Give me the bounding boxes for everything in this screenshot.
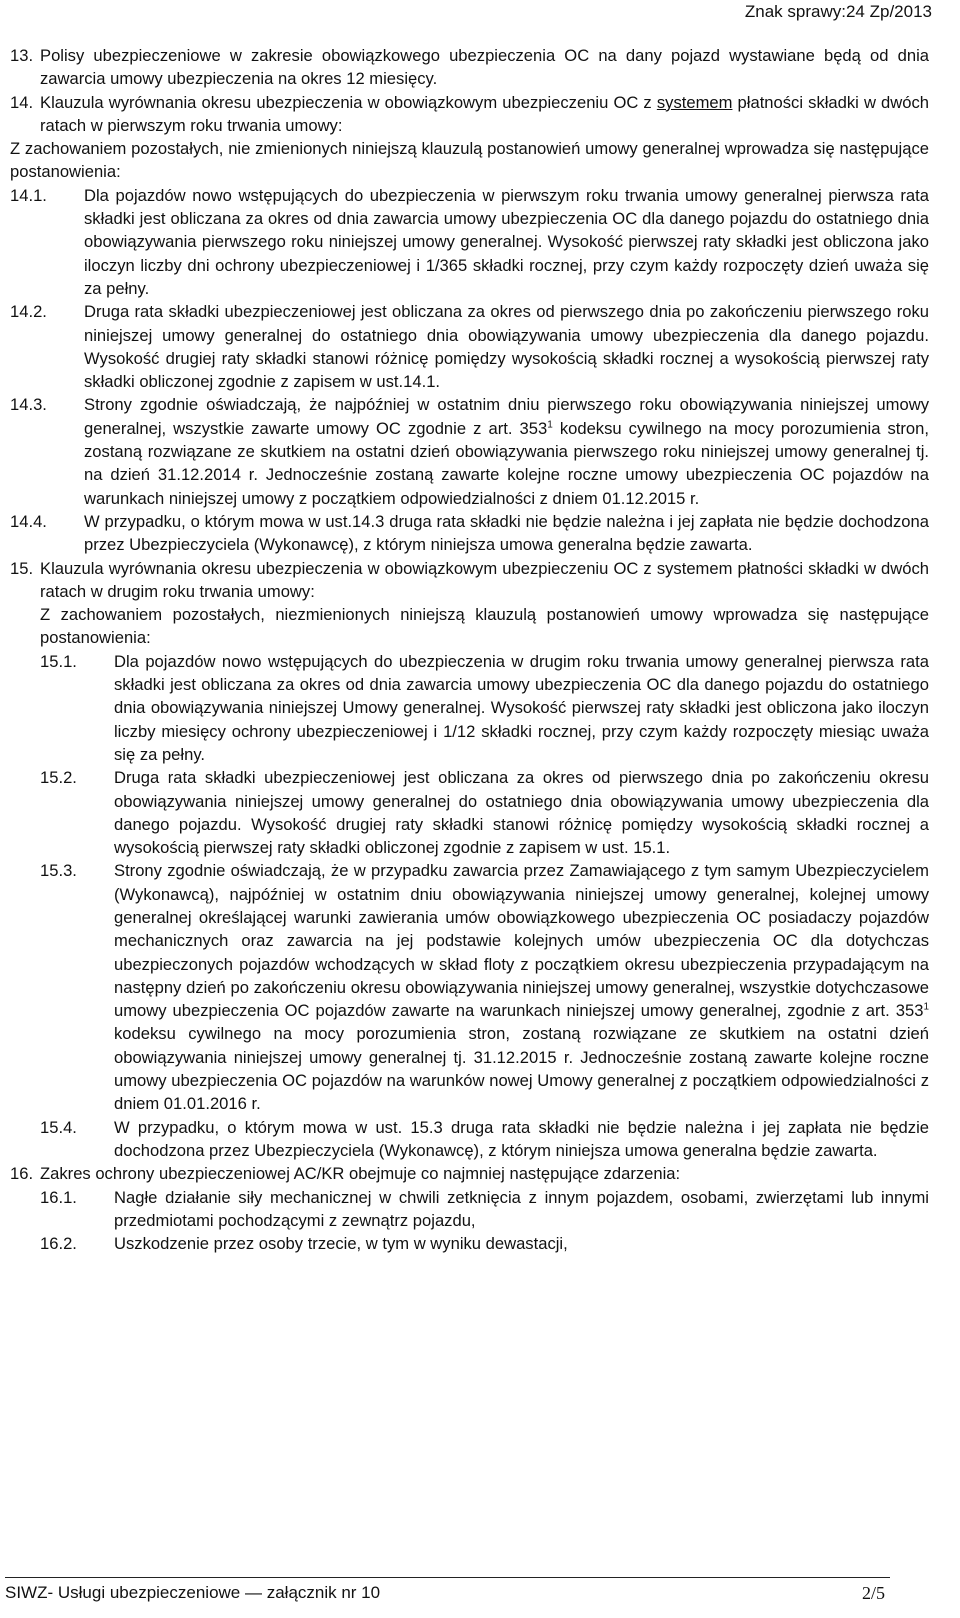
subsection-14-3 xyxy=(10,393,929,509)
subsection-text: W przypadku, o którym mowa w ust. 15.3 druga rata składki nie będzie należna i jej zapłata nie będzie dochodzona przez Ubezpieczyciela (Wykonawcę), z którym niniejsza umowa generalna będzie zawarta. xyxy=(114,1117,929,1160)
subsection-number: 14.1. xyxy=(10,185,47,205)
superscript: 1 xyxy=(547,419,553,431)
section-title: Klauzula wyrównania okresu ubezpieczenia w obowiązkowym ubezpieczeniu OC z systemem płatności składki w dwóch ratach w pierwszym roku trwania umowy: xyxy=(40,92,930,135)
document-body xyxy=(10,44,929,1255)
section-text: Polisy ubezpieczeniowe w zakresie obowiązkowego ubezpieczenia OC na dany pojazd wystawiane będą od dnia zawarcia umowy ubezpieczenia na okres 12 miesięcy. xyxy=(40,46,929,89)
subsection-number: 16.2. xyxy=(40,1234,77,1254)
subsection-text: Uszkodzenie przez osoby trzecie, w tym w wyniku dewastacji, xyxy=(114,1234,568,1254)
subsection-number: 15.2. xyxy=(40,768,77,788)
subsection-15-1 xyxy=(10,650,929,766)
section-title: Klauzula wyrównania okresu ubezpieczenia w obowiązkowym ubezpieczeniu OC z systemem płatności składki w dwóch ratach w drugim roku trwania umowy: xyxy=(40,558,929,601)
section-number: 13. xyxy=(10,46,34,65)
section-16 xyxy=(10,1162,929,1185)
subsection-15-2 xyxy=(10,766,929,859)
case-number: Znak sprawy:24 Zp/2013 xyxy=(744,2,932,21)
subsection-text: Strony zgodnie oświadczają, że najpóźniej w ostatnim dniu pierwszego roku obowiązywania niniejszej umowy generalnej, wszystkie zawarte umowy OC zgodnie z art. $353^1$ kodeksu cywilnego na mocy porozumienia stron, zostaną rozwiązane ze skutkiem na ostatni dzień obowiązywania pierwszego roku niniejszej umowy generalnej tj. na dzień 31.12.2014 r. Jednocześnie zostaną zawarte kolejne roczne umowy ubezpieczenia OC pojazdów na warunkach niniejszej umowy z początkiem odpowiedzialności z dniem 01.12.2015 r. xyxy=(84,395,929,508)
subsection-16-1 xyxy=(10,1186,929,1233)
footer-divider xyxy=(5,1577,890,1578)
section-intro: Z zachowaniem pozostałych, nie zmienionych niniejszą klauzulą postanowień umowy generalnej wprowadza się następujące postanowienia: xyxy=(10,139,929,182)
section-number: 15. xyxy=(10,558,34,578)
subsection-number: 14.3. xyxy=(10,395,47,415)
subsection-15-4 xyxy=(10,1116,929,1163)
subsection-number: 15.1. xyxy=(40,651,77,671)
subsection-15-3 xyxy=(10,859,929,1115)
footer-document-title: SIWZ- Usługi ubezpieczeniowe — załącznik nr 10 xyxy=(5,1583,381,1602)
subsection-text: Druga rata składki ubezpieczeniowej jest obliczana za okres od pierwszego dnia po zakończeniu pierwszego roku niniejszej umowy generalnej do ostatniego dnia obowiązywania umowy ubezpieczenia dla danego pojazdu. Wysokość drugiej raty składki stanowi różnicę pomiędzy wysokością składki rocznej a wysokością pierwszej raty składki obliczonej zgodnie z zapisem w ust.14.1. xyxy=(84,302,929,392)
subsection-text: W przypadku, o którym mowa w ust.14.3 druga rata składki nie będzie należna i jej zapłata nie będzie dochodzona przez Ubezpieczyciela (Wykonawcę), z którym niniejsza umowa generalna będzie zawarta. xyxy=(84,511,929,555)
subsection-text: Nagłe działanie siły mechanicznej w chwili zetknięcia z innym pojazdem, osobami, zwierzętami lub innymi przedmiotami pochodzącymi z zewnątrz pojazdu, xyxy=(114,1187,929,1230)
subsection-text: Strony zgodnie oświadczają, że w przypadku zawarcia przez Zamawiającego z tym samym Ubezpieczycielem (Wykonawcą), najpóźniej w ostatnim dniu obowiązywania niniejszej umowy generalnej, kolejnej umowy generalnej określającej warunki zawierania umów obowiązkowego ubezpieczenia OC posiadaczy pojazdów mechanicznych oraz zawarcia na jej podstawie kolejnych umów ubezpieczenia OC dla dotychczas ubezpieczonych pojazdów wchodzących w skład floty z początkiem okresu ubezpieczenia przypadającym na następny dzień po zakończeniu okresu obowiązywania niniejszej umowy generalnej, wszystkie dotychczasowe umowy ubezpieczenia OC pojazdów zawarte na warunkach niniejszej umowy generalnej, zgodnie z art. $353^1$ kodeksu cywilnego na mocy porozumienia stron, zostaną rozwiązane ze skutkiem na ostatni dzień obowiązywania niniejszej umowy generalnej tj. 31.12.2015 r. Jednocześnie zostaną zawarte kolejne roczne umowy ubezpieczenia OC pojazdów na warunków nowej Umowy generalnej z początkiem odpowiedzialności z dniem 01.01.2016 r. xyxy=(114,861,929,1114)
page-number: 2/5 xyxy=(861,1583,885,1603)
section-title: Zakres ochrony ubezpieczeniowej AC/KR obejmuje co najmniej następujące zdarzenia: xyxy=(40,1164,681,1184)
section-14 xyxy=(10,91,929,138)
subsection-number: 14.2. xyxy=(10,302,47,322)
underlined-word: systemem xyxy=(656,92,733,112)
section-13 xyxy=(10,44,929,91)
subsection-number: 15.4. xyxy=(40,1117,77,1137)
subsection-14-2 xyxy=(10,300,929,393)
subsection-number: 16.1. xyxy=(40,1187,77,1207)
subsection-14-1 xyxy=(10,184,929,300)
subsection-number: 14.4. xyxy=(10,511,47,531)
section-intro: Z zachowaniem pozostałych, niezmienionych niniejszą klauzulą postanowień umowy wprowadza się następujące postanowienia: xyxy=(40,605,929,648)
subsection-16-2 xyxy=(10,1232,929,1255)
page-footer xyxy=(5,1583,885,1604)
section-number: 14. xyxy=(10,92,34,112)
subsection-number: 15.3. xyxy=(40,861,77,881)
section-15 xyxy=(10,557,929,604)
subsection-text: Druga rata składki ubezpieczeniowej jest obliczana za okres od pierwszego dnia po zakończeniu okresu obowiązywania niniejszej umowy generalnej do ostatniego dnia obowiązywania umowy ubezpieczenia dla danego pojazdu. Wysokość drugiej raty składki stanowi różnicę pomiędzy wysokością składki rocznej a wysokością pierwszej raty składki obliczonej zgodnie z zapisem w ust. 15.1. xyxy=(114,768,929,858)
subsection-text: Dla pojazdów nowo wstępujących do ubezpieczenia w pierwszym roku trwania umowy generalnej pierwsza rata składki jest obliczana za okres od dnia zawarcia umowy ubezpieczenia OC dla danego pojazdu do ostatniego dnia obowiązywania pierwszego roku niniejszej umowy generalnej. Wysokość pierwszej raty składki jest obliczona jako iloczyn liczby dni ochrony ubezpieczeniowej i 1/365 składki rocznej, przy czym każdy rozpoczęty dzień uważa się za pełny. xyxy=(84,185,929,298)
superscript: 1 xyxy=(923,1001,929,1013)
subsection-text: Dla pojazdów nowo wstępujących do ubezpieczenia w drugim roku trwania umowy generalnej pierwsza rata składki jest obliczana za okres od dnia zawarcia umowy ubezpieczenia OC dla danego pojazdu do ostatniego dnia obowiązywania niniejszej Umowy generalnej. Wysokość pierwszej raty składki jest obliczona jako iloczyn liczby miesięcy ochrony ubezpieczeniowej i 1/12 składki rocznej, przy czym każdy rozpoczęty miesiąc uważa się za pełny. xyxy=(114,651,929,764)
section-number: 16. xyxy=(10,1164,34,1184)
subsection-14-4 xyxy=(10,510,929,557)
